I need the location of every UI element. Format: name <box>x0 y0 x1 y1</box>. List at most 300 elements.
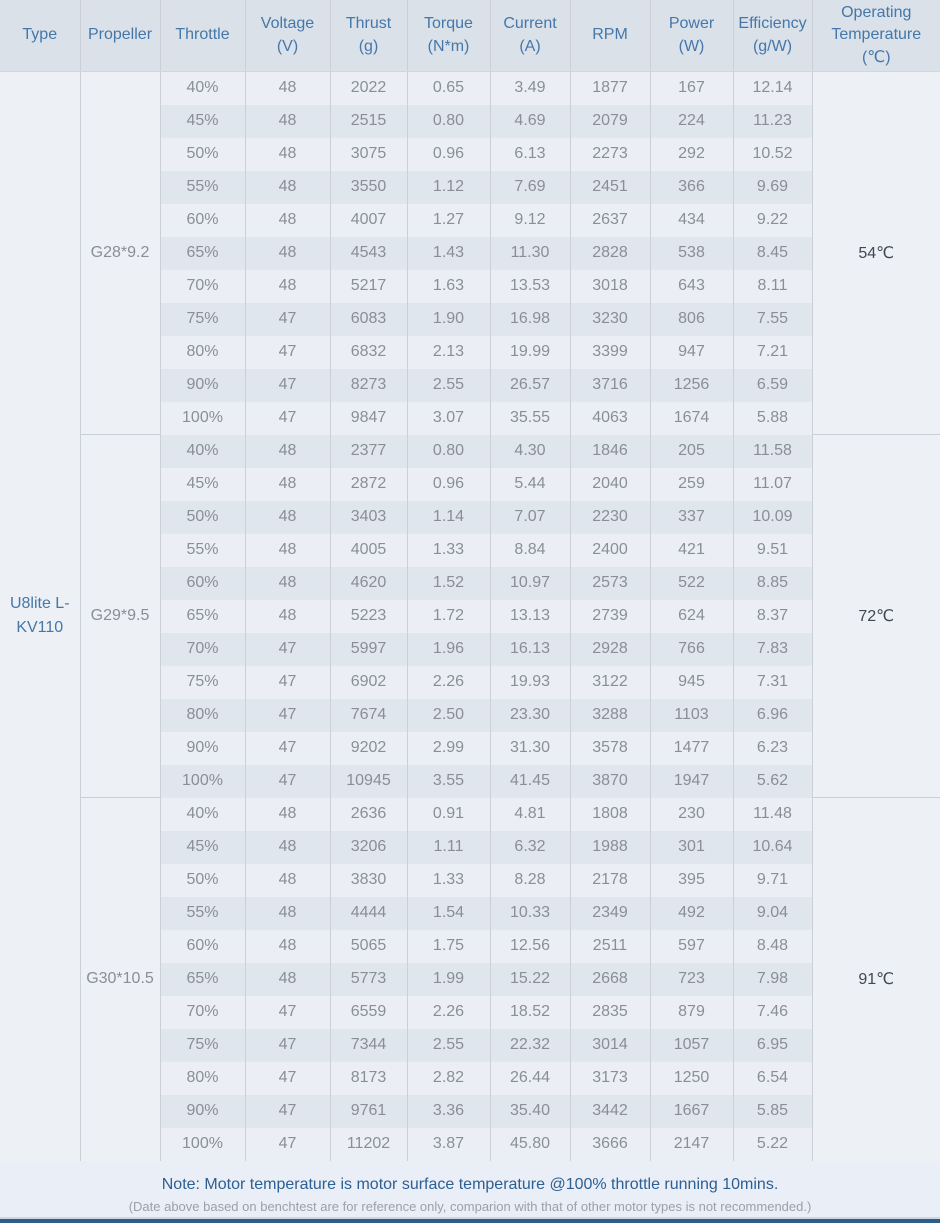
efficiency-cell: 8.85 <box>733 567 812 600</box>
efficiency-cell: 8.37 <box>733 600 812 633</box>
power-cell: 167 <box>650 72 733 105</box>
torque-cell: 1.33 <box>407 864 490 897</box>
throttle-cell: 70% <box>160 996 245 1029</box>
thrust-cell: 2636 <box>330 798 407 831</box>
voltage-cell: 48 <box>245 72 330 105</box>
rpm-cell: 2511 <box>570 930 650 963</box>
header-unit: (g) <box>358 37 379 55</box>
current-cell: 15.22 <box>490 963 570 996</box>
rpm-cell: 1846 <box>570 435 650 468</box>
header-label: Efficiency <box>738 15 807 33</box>
throttle-cell: 80% <box>160 336 245 369</box>
power-cell: 806 <box>650 303 733 336</box>
rpm-cell: 2273 <box>570 138 650 171</box>
efficiency-cell: 5.85 <box>733 1095 812 1128</box>
power-cell: 538 <box>650 237 733 270</box>
efficiency-cell: 6.96 <box>733 699 812 732</box>
thrust-cell: 8273 <box>330 369 407 402</box>
voltage-cell: 48 <box>245 798 330 831</box>
power-cell: 1103 <box>650 699 733 732</box>
rpm-cell: 2928 <box>570 633 650 666</box>
thrust-cell: 10945 <box>330 765 407 798</box>
bottom-bar <box>0 1219 940 1223</box>
rpm-cell: 2349 <box>570 897 650 930</box>
power-cell: 766 <box>650 633 733 666</box>
column-header-current <box>490 0 570 72</box>
propeller-cell: G29*9.5 <box>80 435 160 798</box>
throttle-cell: 65% <box>160 963 245 996</box>
throttle-cell: 55% <box>160 897 245 930</box>
throttle-cell: 80% <box>160 1062 245 1095</box>
voltage-cell: 48 <box>245 567 330 600</box>
efficiency-cell: 11.07 <box>733 468 812 501</box>
voltage-cell: 47 <box>245 369 330 402</box>
thrust-cell: 5065 <box>330 930 407 963</box>
throttle-cell: 80% <box>160 699 245 732</box>
torque-cell: 0.65 <box>407 72 490 105</box>
power-cell: 643 <box>650 270 733 303</box>
power-cell: 624 <box>650 600 733 633</box>
rpm-cell: 2079 <box>570 105 650 138</box>
power-cell: 597 <box>650 930 733 963</box>
thrust-cell: 5217 <box>330 270 407 303</box>
header-label: Thrust <box>345 15 392 33</box>
throttle-cell: 55% <box>160 534 245 567</box>
rpm-cell: 3442 <box>570 1095 650 1128</box>
throttle-cell: 40% <box>160 798 245 831</box>
voltage-cell: 47 <box>245 303 330 336</box>
voltage-cell: 47 <box>245 1128 330 1161</box>
rpm-cell: 2637 <box>570 204 650 237</box>
voltage-cell: 47 <box>245 996 330 1029</box>
voltage-cell: 47 <box>245 633 330 666</box>
efficiency-cell: 9.04 <box>733 897 812 930</box>
thrust-cell: 7674 <box>330 699 407 732</box>
power-cell: 1256 <box>650 369 733 402</box>
thrust-cell: 9202 <box>330 732 407 765</box>
header-unit: (N*m) <box>427 37 470 55</box>
throttle-cell: 55% <box>160 171 245 204</box>
header-unit: (g/W) <box>752 37 793 55</box>
rpm-cell: 3399 <box>570 336 650 369</box>
current-cell: 4.69 <box>490 105 570 138</box>
current-cell: 19.99 <box>490 336 570 369</box>
efficiency-cell: 7.98 <box>733 963 812 996</box>
torque-cell: 0.80 <box>407 435 490 468</box>
power-cell: 1947 <box>650 765 733 798</box>
torque-cell: 2.13 <box>407 336 490 369</box>
voltage-cell: 47 <box>245 666 330 699</box>
voltage-cell: 48 <box>245 435 330 468</box>
throttle-cell: 60% <box>160 930 245 963</box>
torque-cell: 0.96 <box>407 138 490 171</box>
power-cell: 879 <box>650 996 733 1029</box>
thrust-cell: 3403 <box>330 501 407 534</box>
thrust-cell: 6832 <box>330 336 407 369</box>
throttle-cell: 65% <box>160 237 245 270</box>
propeller-cell: G28*9.2 <box>80 72 160 435</box>
rpm-cell: 3288 <box>570 699 650 732</box>
current-cell: 19.93 <box>490 666 570 699</box>
current-cell: 7.69 <box>490 171 570 204</box>
current-cell: 22.32 <box>490 1029 570 1062</box>
rpm-cell: 3716 <box>570 369 650 402</box>
throttle-cell: 40% <box>160 435 245 468</box>
efficiency-cell: 7.83 <box>733 633 812 666</box>
torque-cell: 1.52 <box>407 567 490 600</box>
thrust-cell: 9847 <box>330 402 407 435</box>
voltage-cell: 48 <box>245 831 330 864</box>
efficiency-cell: 8.48 <box>733 930 812 963</box>
thrust-cell: 4543 <box>330 237 407 270</box>
rpm-cell: 3578 <box>570 732 650 765</box>
header-label: RPM <box>592 26 628 44</box>
thrust-cell: 6902 <box>330 666 407 699</box>
voltage-cell: 48 <box>245 468 330 501</box>
efficiency-cell: 5.22 <box>733 1128 812 1161</box>
table-row <box>0 798 940 831</box>
throttle-cell: 90% <box>160 369 245 402</box>
power-cell: 301 <box>650 831 733 864</box>
power-cell: 1250 <box>650 1062 733 1095</box>
rpm-cell: 1877 <box>570 72 650 105</box>
torque-cell: 3.87 <box>407 1128 490 1161</box>
throttle-cell: 90% <box>160 732 245 765</box>
efficiency-cell: 11.23 <box>733 105 812 138</box>
rpm-cell: 2835 <box>570 996 650 1029</box>
thrust-cell: 5773 <box>330 963 407 996</box>
efficiency-cell: 11.58 <box>733 435 812 468</box>
power-cell: 224 <box>650 105 733 138</box>
current-cell: 8.28 <box>490 864 570 897</box>
temperature-cell: 54℃ <box>812 72 940 435</box>
current-cell: 10.33 <box>490 897 570 930</box>
voltage-cell: 47 <box>245 732 330 765</box>
header-label: Operating Temperature <box>831 4 922 44</box>
power-cell: 434 <box>650 204 733 237</box>
current-cell: 6.13 <box>490 138 570 171</box>
table-row <box>0 435 940 468</box>
efficiency-cell: 10.09 <box>733 501 812 534</box>
throttle-cell: 60% <box>160 204 245 237</box>
rpm-cell: 2178 <box>570 864 650 897</box>
header-label: Propeller <box>87 26 153 44</box>
torque-cell: 1.12 <box>407 171 490 204</box>
column-header-power <box>650 0 733 72</box>
voltage-cell: 48 <box>245 171 330 204</box>
voltage-cell: 47 <box>245 336 330 369</box>
column-header-thrust <box>330 0 407 72</box>
voltage-cell: 48 <box>245 270 330 303</box>
current-cell: 8.84 <box>490 534 570 567</box>
power-cell: 259 <box>650 468 733 501</box>
thrust-cell: 2515 <box>330 105 407 138</box>
power-cell: 395 <box>650 864 733 897</box>
torque-cell: 1.27 <box>407 204 490 237</box>
throttle-cell: 50% <box>160 501 245 534</box>
throttle-cell: 45% <box>160 105 245 138</box>
power-cell: 2147 <box>650 1128 733 1161</box>
throttle-cell: 65% <box>160 600 245 633</box>
voltage-cell: 48 <box>245 963 330 996</box>
current-cell: 3.49 <box>490 72 570 105</box>
column-header-throttle <box>160 0 245 72</box>
rpm-cell: 4063 <box>570 402 650 435</box>
efficiency-cell: 6.23 <box>733 732 812 765</box>
efficiency-cell: 7.21 <box>733 336 812 369</box>
current-cell: 45.80 <box>490 1128 570 1161</box>
thrust-cell: 4007 <box>330 204 407 237</box>
rpm-cell: 1808 <box>570 798 650 831</box>
thrust-cell: 5223 <box>330 600 407 633</box>
rpm-cell: 2451 <box>570 171 650 204</box>
voltage-cell: 48 <box>245 600 330 633</box>
efficiency-cell: 10.64 <box>733 831 812 864</box>
rpm-cell: 1988 <box>570 831 650 864</box>
efficiency-cell: 7.31 <box>733 666 812 699</box>
type-cell: U8lite L-KV110 <box>0 72 80 1161</box>
power-cell: 1057 <box>650 1029 733 1062</box>
efficiency-cell: 8.11 <box>733 270 812 303</box>
throttle-cell: 100% <box>160 402 245 435</box>
efficiency-cell: 5.62 <box>733 765 812 798</box>
voltage-cell: 48 <box>245 105 330 138</box>
power-cell: 492 <box>650 897 733 930</box>
efficiency-cell: 9.22 <box>733 204 812 237</box>
rpm-cell: 2828 <box>570 237 650 270</box>
torque-cell: 0.96 <box>407 468 490 501</box>
rpm-cell: 3018 <box>570 270 650 303</box>
voltage-cell: 48 <box>245 864 330 897</box>
rpm-cell: 3173 <box>570 1062 650 1095</box>
thrust-cell: 6559 <box>330 996 407 1029</box>
torque-cell: 3.07 <box>407 402 490 435</box>
current-cell: 7.07 <box>490 501 570 534</box>
current-cell: 23.30 <box>490 699 570 732</box>
power-cell: 337 <box>650 501 733 534</box>
torque-cell: 1.33 <box>407 534 490 567</box>
rpm-cell: 3230 <box>570 303 650 336</box>
column-header-efficiency <box>733 0 812 72</box>
temperature-cell: 72℃ <box>812 435 940 798</box>
current-cell: 35.40 <box>490 1095 570 1128</box>
torque-cell: 2.26 <box>407 666 490 699</box>
efficiency-cell: 5.88 <box>733 402 812 435</box>
thrust-cell: 6083 <box>330 303 407 336</box>
throttle-cell: 45% <box>160 468 245 501</box>
throttle-cell: 90% <box>160 1095 245 1128</box>
torque-cell: 0.91 <box>407 798 490 831</box>
voltage-cell: 47 <box>245 1095 330 1128</box>
voltage-cell: 48 <box>245 930 330 963</box>
voltage-cell: 48 <box>245 204 330 237</box>
torque-cell: 2.26 <box>407 996 490 1029</box>
header-unit: (A) <box>519 37 541 55</box>
power-cell: 292 <box>650 138 733 171</box>
thrust-cell: 2377 <box>330 435 407 468</box>
column-header-operating-temperature <box>812 0 940 72</box>
column-header-propeller <box>80 0 160 72</box>
efficiency-cell: 6.59 <box>733 369 812 402</box>
current-cell: 13.53 <box>490 270 570 303</box>
power-cell: 1674 <box>650 402 733 435</box>
current-cell: 4.30 <box>490 435 570 468</box>
header-unit: (V) <box>276 37 299 55</box>
power-cell: 945 <box>650 666 733 699</box>
rpm-cell: 3870 <box>570 765 650 798</box>
torque-cell: 0.80 <box>407 105 490 138</box>
thrust-cell: 3550 <box>330 171 407 204</box>
power-cell: 1477 <box>650 732 733 765</box>
power-cell: 205 <box>650 435 733 468</box>
torque-cell: 3.36 <box>407 1095 490 1128</box>
throttle-cell: 50% <box>160 138 245 171</box>
thrust-cell: 9761 <box>330 1095 407 1128</box>
rpm-cell: 2668 <box>570 963 650 996</box>
column-header-voltage <box>245 0 330 72</box>
thrust-cell: 4444 <box>330 897 407 930</box>
torque-cell: 1.54 <box>407 897 490 930</box>
throttle-cell: 100% <box>160 765 245 798</box>
efficiency-cell: 10.52 <box>733 138 812 171</box>
header-label: Voltage <box>260 15 315 33</box>
power-cell: 230 <box>650 798 733 831</box>
throttle-cell: 60% <box>160 567 245 600</box>
current-cell: 11.30 <box>490 237 570 270</box>
temperature-cell: 91℃ <box>812 798 940 1161</box>
column-header-rpm <box>570 0 650 72</box>
column-header-torque <box>407 0 490 72</box>
header-unit: (W) <box>678 37 705 55</box>
throttle-cell: 70% <box>160 633 245 666</box>
current-cell: 12.56 <box>490 930 570 963</box>
torque-cell: 2.82 <box>407 1062 490 1095</box>
efficiency-cell: 8.45 <box>733 237 812 270</box>
rpm-cell: 2573 <box>570 567 650 600</box>
torque-cell: 2.50 <box>407 699 490 732</box>
throttle-cell: 50% <box>160 864 245 897</box>
power-cell: 723 <box>650 963 733 996</box>
power-cell: 1667 <box>650 1095 733 1128</box>
current-cell: 26.44 <box>490 1062 570 1095</box>
header-unit: (℃) <box>861 48 891 66</box>
power-cell: 947 <box>650 336 733 369</box>
torque-cell: 1.43 <box>407 237 490 270</box>
note-line-secondary: (Date above based on benchtest are for reference only, comparion with that of other motor types is not recommended.) <box>128 1198 812 1214</box>
current-cell: 35.55 <box>490 402 570 435</box>
efficiency-cell: 6.54 <box>733 1062 812 1095</box>
torque-cell: 1.11 <box>407 831 490 864</box>
efficiency-cell: 12.14 <box>733 72 812 105</box>
efficiency-cell: 6.95 <box>733 1029 812 1062</box>
torque-cell: 1.14 <box>407 501 490 534</box>
torque-cell: 1.75 <box>407 930 490 963</box>
current-cell: 10.97 <box>490 567 570 600</box>
rpm-cell: 2400 <box>570 534 650 567</box>
voltage-cell: 47 <box>245 402 330 435</box>
table-header <box>0 0 940 72</box>
voltage-cell: 48 <box>245 501 330 534</box>
voltage-cell: 48 <box>245 897 330 930</box>
note-line-primary: Note: Motor temperature is motor surface temperature @100% throttle running 10mins. <box>161 1175 779 1193</box>
throttle-cell: 75% <box>160 1029 245 1062</box>
efficiency-cell: 9.51 <box>733 534 812 567</box>
rpm-cell: 3666 <box>570 1128 650 1161</box>
voltage-cell: 47 <box>245 699 330 732</box>
throttle-cell: 75% <box>160 666 245 699</box>
power-cell: 366 <box>650 171 733 204</box>
thrust-cell: 8173 <box>330 1062 407 1095</box>
header-label: Throttle <box>175 26 230 44</box>
current-cell: 6.32 <box>490 831 570 864</box>
throttle-cell: 40% <box>160 72 245 105</box>
torque-cell: 1.72 <box>407 600 490 633</box>
torque-cell: 1.63 <box>407 270 490 303</box>
throttle-cell: 45% <box>160 831 245 864</box>
rpm-cell: 3014 <box>570 1029 650 1062</box>
voltage-cell: 47 <box>245 765 330 798</box>
thrust-cell: 2872 <box>330 468 407 501</box>
propeller-cell: G30*10.5 <box>80 798 160 1161</box>
current-cell: 31.30 <box>490 732 570 765</box>
header-label: Torque <box>424 15 473 33</box>
torque-cell: 1.90 <box>407 303 490 336</box>
header-label: Current <box>503 15 557 33</box>
header-label: Power <box>668 15 715 33</box>
voltage-cell: 47 <box>245 1062 330 1095</box>
voltage-cell: 48 <box>245 138 330 171</box>
thrust-cell: 5997 <box>330 633 407 666</box>
power-cell: 522 <box>650 567 733 600</box>
throttle-cell: 70% <box>160 270 245 303</box>
rpm-cell: 2040 <box>570 468 650 501</box>
table-row <box>0 72 940 105</box>
current-cell: 9.12 <box>490 204 570 237</box>
thrust-cell: 11202 <box>330 1128 407 1161</box>
table-body <box>0 72 940 1161</box>
efficiency-cell: 9.69 <box>733 171 812 204</box>
torque-cell: 2.55 <box>407 369 490 402</box>
note-area <box>0 1161 940 1218</box>
torque-cell: 2.55 <box>407 1029 490 1062</box>
throttle-cell: 75% <box>160 303 245 336</box>
voltage-cell: 48 <box>245 237 330 270</box>
torque-cell: 3.55 <box>407 765 490 798</box>
current-cell: 13.13 <box>490 600 570 633</box>
voltage-cell: 47 <box>245 1029 330 1062</box>
current-cell: 5.44 <box>490 468 570 501</box>
current-cell: 4.81 <box>490 798 570 831</box>
torque-cell: 2.99 <box>407 732 490 765</box>
header-row <box>0 0 940 72</box>
thrust-cell: 4005 <box>330 534 407 567</box>
current-cell: 16.13 <box>490 633 570 666</box>
current-cell: 16.98 <box>490 303 570 336</box>
torque-cell: 1.96 <box>407 633 490 666</box>
column-header-type <box>0 0 80 72</box>
thrust-cell: 3830 <box>330 864 407 897</box>
torque-cell: 1.99 <box>407 963 490 996</box>
current-cell: 41.45 <box>490 765 570 798</box>
current-cell: 26.57 <box>490 369 570 402</box>
thrust-cell: 4620 <box>330 567 407 600</box>
efficiency-cell: 7.46 <box>733 996 812 1029</box>
throttle-cell: 100% <box>160 1128 245 1161</box>
thrust-cell: 7344 <box>330 1029 407 1062</box>
thrust-cell: 3075 <box>330 138 407 171</box>
rpm-cell: 3122 <box>570 666 650 699</box>
thrust-cell: 3206 <box>330 831 407 864</box>
